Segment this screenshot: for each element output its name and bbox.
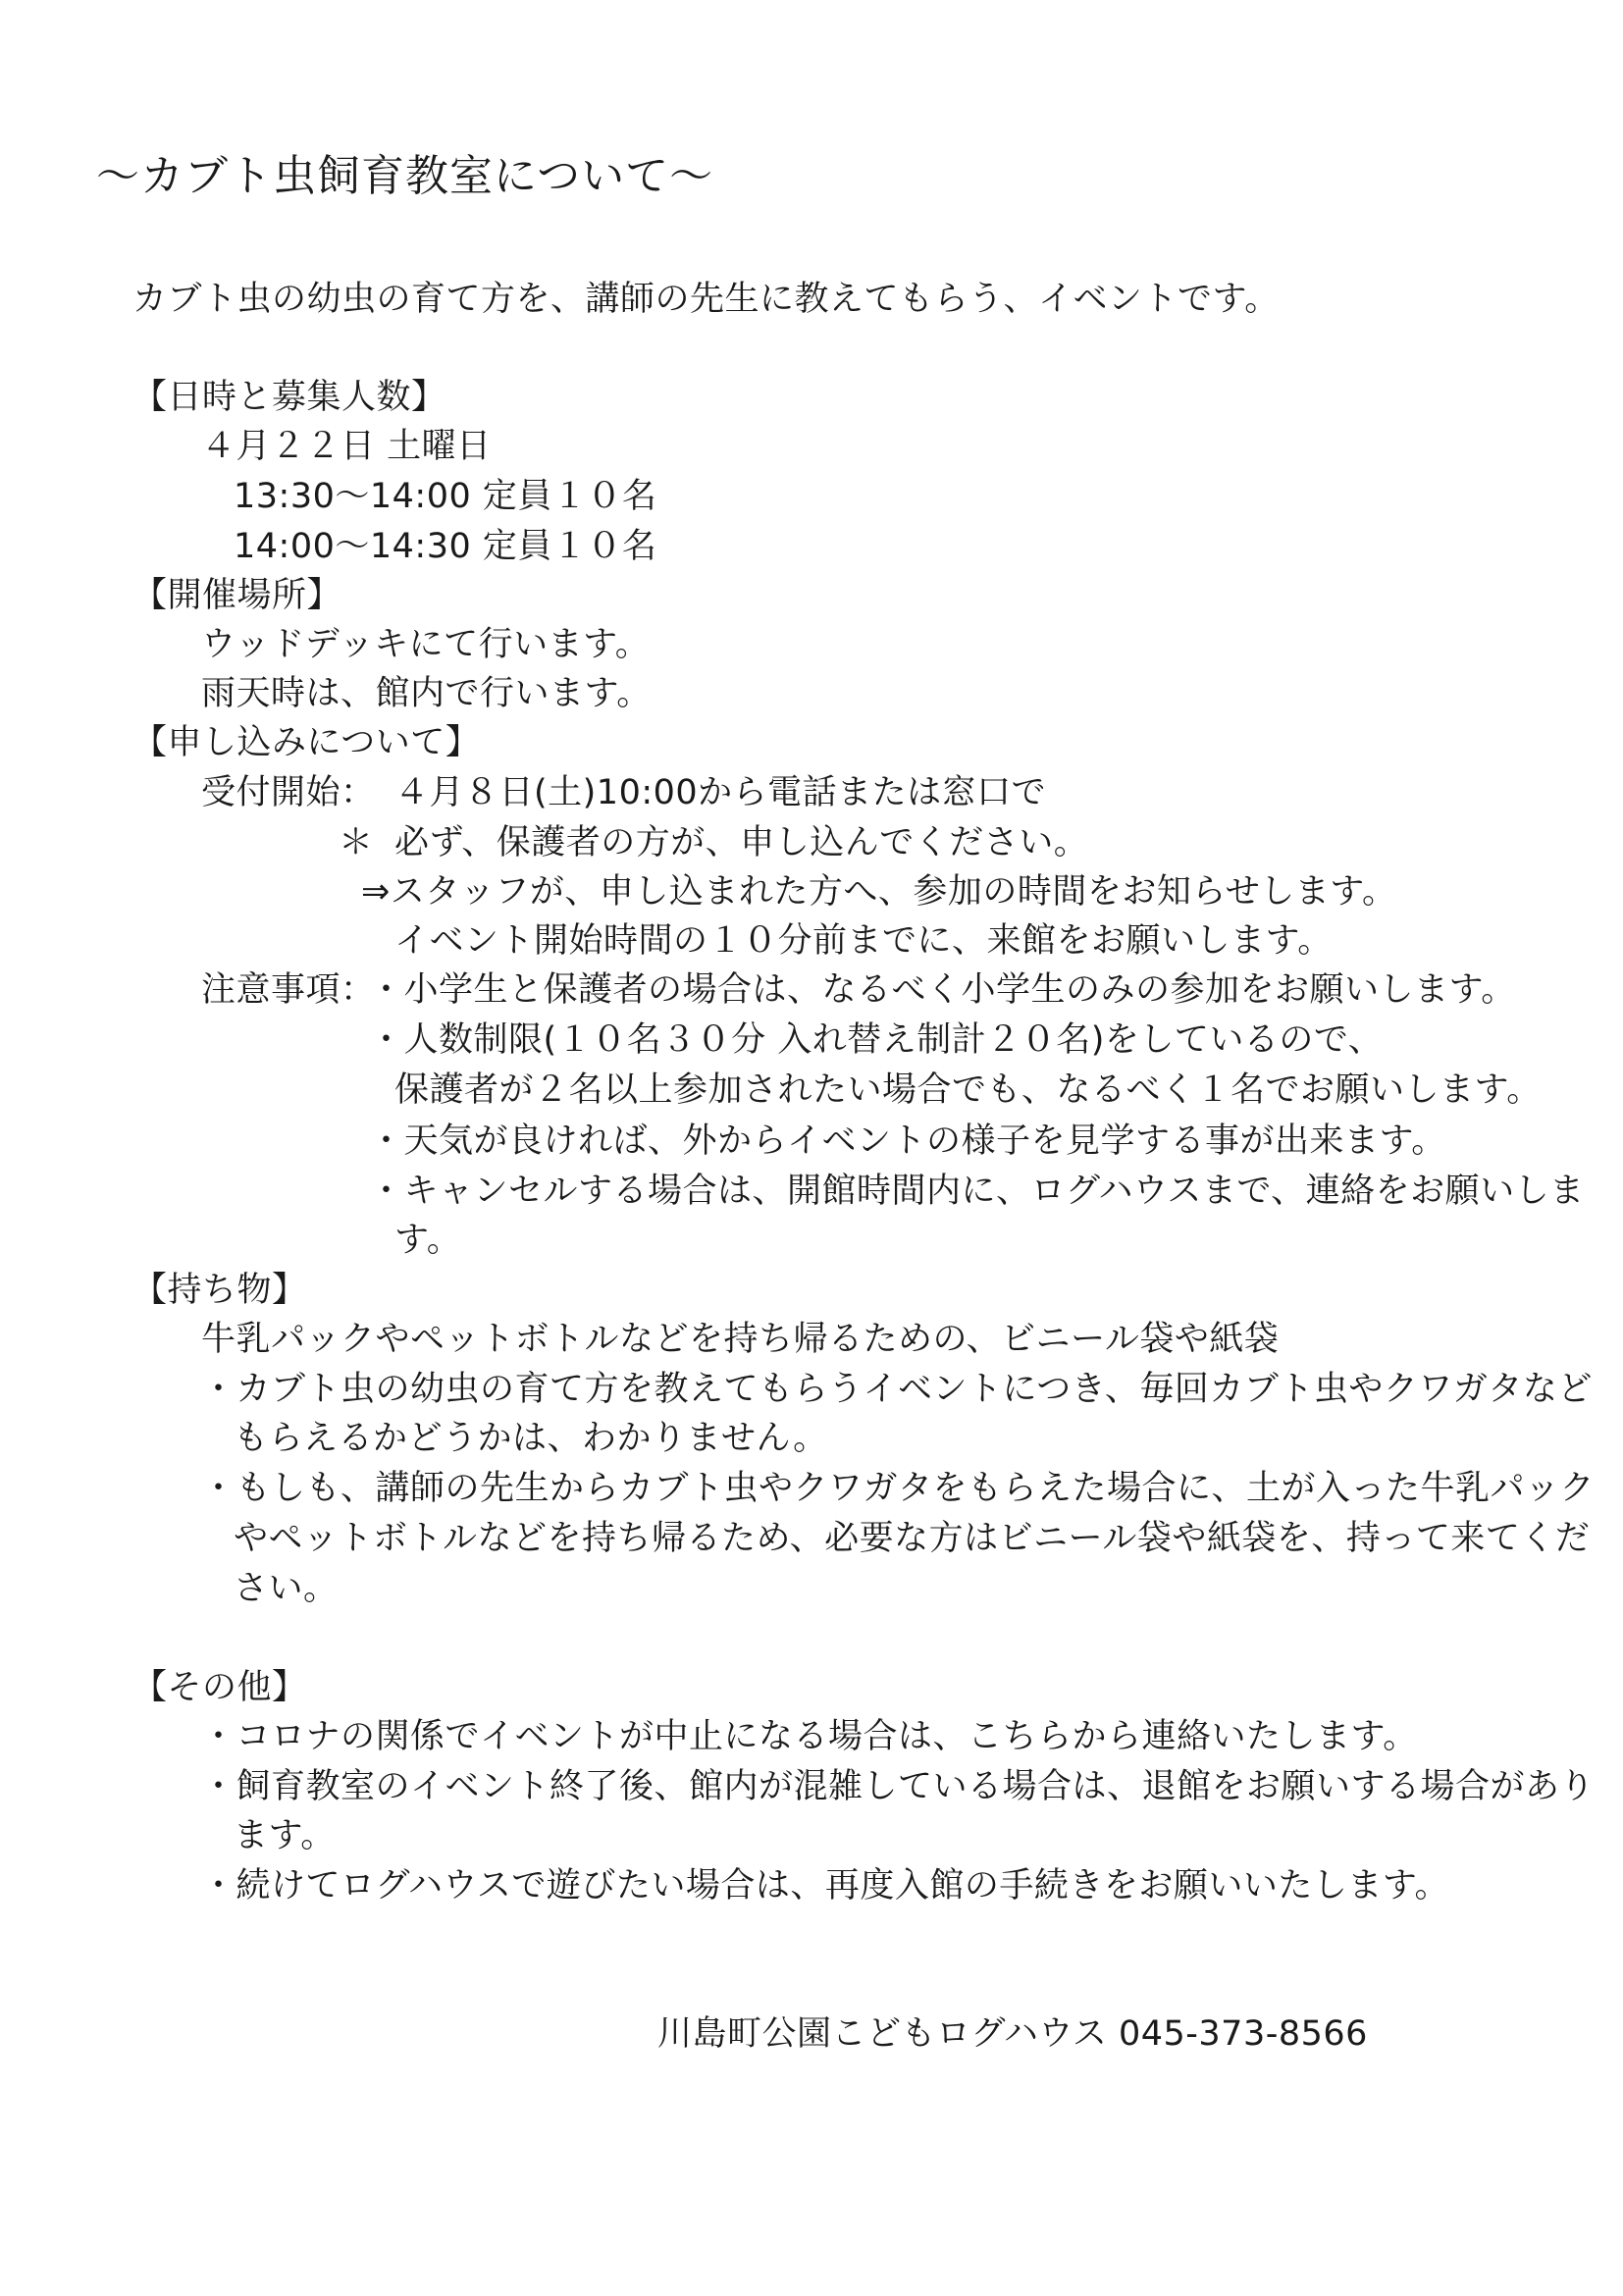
footer-contact: 川島町公園こどもログハウス 045-373-8566 [657,2014,1368,2054]
belongings-heading: 【持ち物】 [132,1271,307,1310]
cautions-label: 注意事項： [201,970,376,1010]
caution-item: 保護者が２名以上参加されたい場合でも、なるべく１名でお願いします。 [394,1070,1542,1110]
belongings-line: もらえるかどうかは、わかりません。 [234,1419,828,1458]
caution-item: ・キャンセルする場合は、開館時間内に、ログハウスまで、連絡をお願いしま [369,1172,1585,1211]
caution-item: す。 [394,1221,462,1260]
caution-item: ・小学生と保護者の場合は、なるべく小学生のみの参加をお願いします。 [369,970,1516,1010]
belongings-line: さい。 [234,1569,339,1608]
other-line: ます。 [234,1816,336,1855]
other-line: ・飼育教室のイベント終了後、館内が混雑している場合は、退館をお願いする場合があり [201,1767,1596,1806]
notice-line: イベント開始時間の１０分前までに、来館をお願いします。 [394,921,1333,961]
reception-label: 受付開始： [201,773,376,812]
schedule-slot: 14:00〜14:30 定員１０名 [234,527,657,566]
page-title: 〜カブト虫飼育教室について〜 [96,151,714,201]
belongings-line: ・カブト虫の幼虫の育て方を教えてもらうイベントにつき、毎回カブト虫やクワガタなど [201,1370,1593,1409]
other-heading: 【その他】 [132,1668,307,1707]
schedule-slot: 13:30〜14:00 定員１０名 [234,477,657,516]
schedule-heading: 【日時と募集人数】 [132,378,446,417]
application-heading: 【申し込みについて】 [132,723,481,762]
other-line: ・コロナの関係でイベントが中止になる場合は、こちらから連絡いたします。 [201,1717,1418,1756]
intro-text: カブト虫の幼虫の育て方を、講師の先生に教えてもらう、イベントです。 [132,280,1280,319]
venue-line: 雨天時は、館内で行います。 [201,674,652,713]
caution-item: ・人数制限(１０名３０分 入れ替え制計２０名)をしているので、 [369,1020,1384,1060]
note-mark: ＊ [339,823,374,862]
reception-text: ４月８日(土)10:00から電話または窓口で [394,773,1047,812]
belongings-line: 牛乳パックやペットボトルなどを持ち帰るための、ビニール袋や紙袋 [201,1320,1280,1359]
other-line: ・続けてログハウスで遊びたい場合は、再度入館の手続きをお願いいたします。 [201,1866,1450,1905]
note-text: 必ず、保護者の方が、申し込んでください。 [394,823,1089,862]
venue-line: ウッドデッキにて行います。 [201,625,651,664]
belongings-line: やペットボトルなどを持ち帰るため、必要な方はビニール袋や紙袋を、持って来てくだ [234,1519,1591,1558]
venue-heading: 【開催場所】 [132,576,342,615]
notice-line: ⇒スタッフが、申し込まれた方へ、参加の時間をお知らせします。 [361,872,1397,912]
belongings-line: ・もしも、講師の先生からカブト虫やクワガタをもらえた場合に、土が入った牛乳パック [201,1469,1596,1508]
schedule-date: ４月２２日 土曜日 [201,427,492,466]
caution-item: ・天気が良ければ、外からイベントの様子を見学する事が出来ます。 [369,1122,1446,1161]
